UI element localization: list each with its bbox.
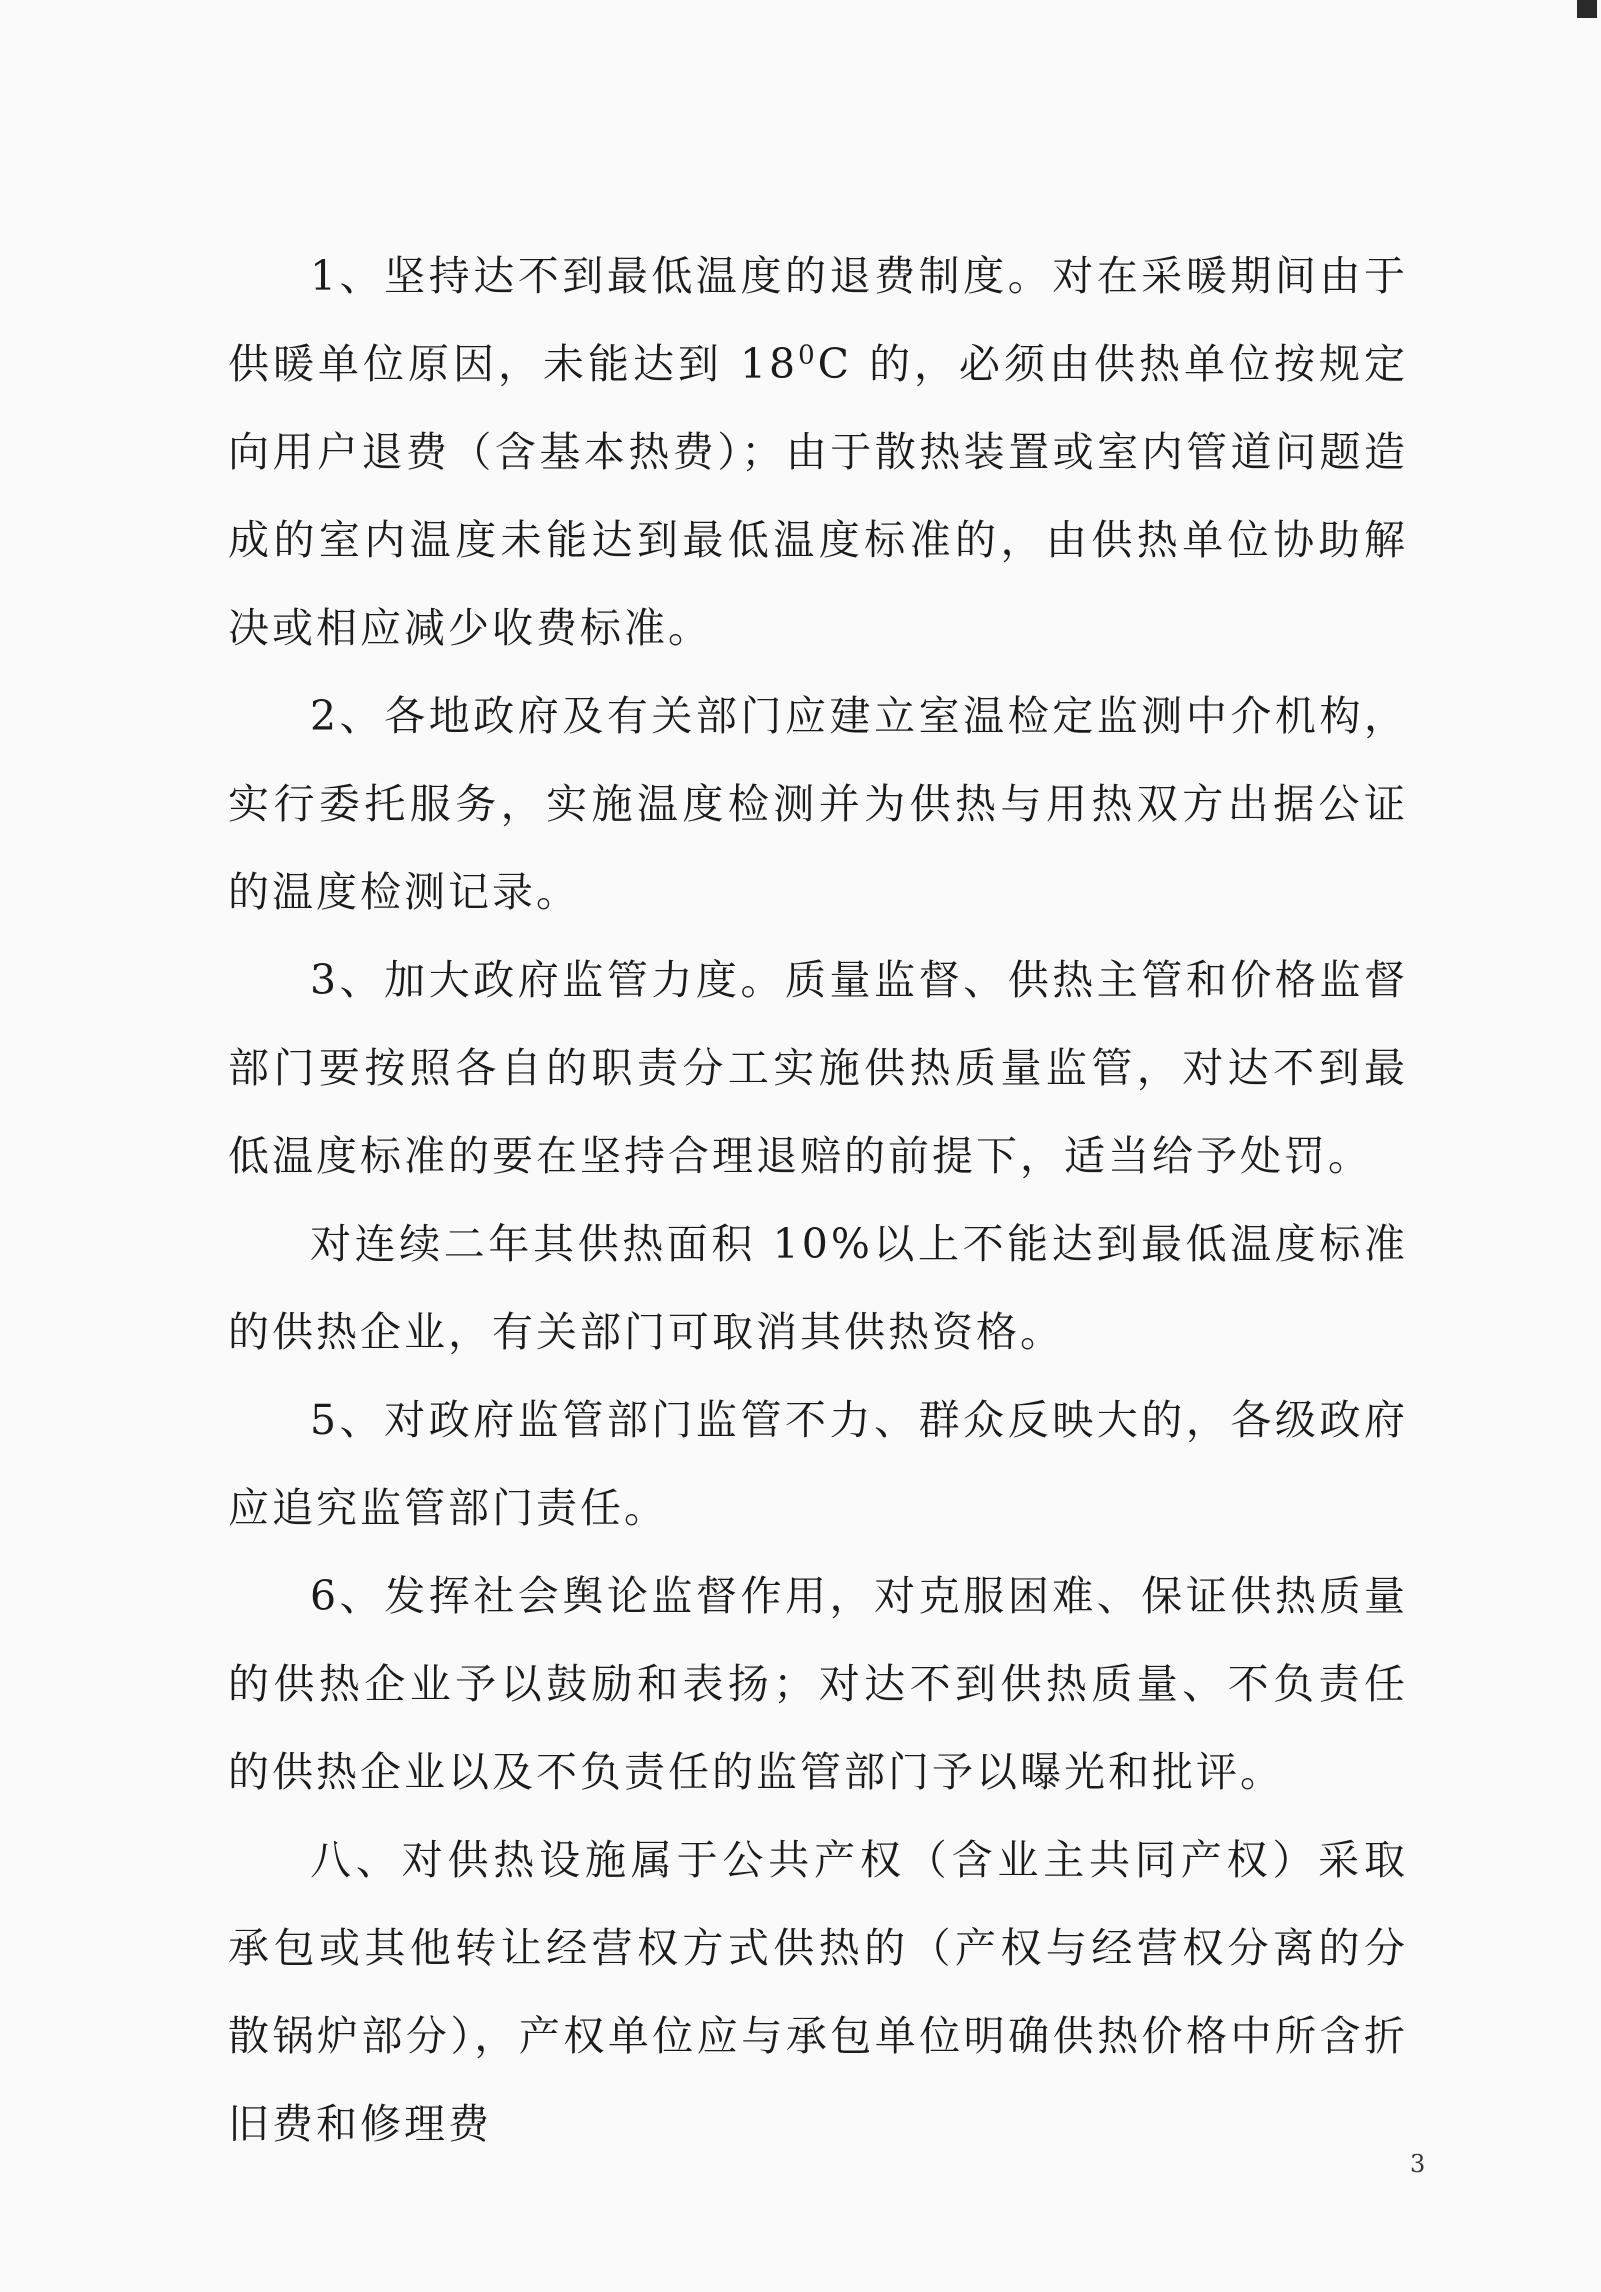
paragraph-7: 八、对供热设施属于公共产权（含业主共同产权）采取承包或其他转让经营权方式供热的（产权与经营权分离的分散锅炉部分），产权单位应与承包单位明确供热价格中所含折旧费和修理费: [228, 1836, 1408, 2148]
paragraph-1: [228, 232, 1408, 672]
degree-superscript: 0: [798, 340, 818, 371]
document-body: [228, 232, 1408, 2168]
page-number: 3: [1410, 2150, 1426, 2178]
paragraph-2: 2、各地政府及有关部门应建立室温检定监测中介机构，实行委托服务，实施温度检测并为供热与用热双方出据公证的温度检测记录。: [228, 692, 1408, 916]
paragraph-1-text-start: 1、坚持达不到最低温度的退费制度。对在采暖期间由于供暖单位原因，未能达到 18: [228, 252, 1408, 388]
paragraph-4: 对连续二年其供热面积 10%以上不能达到最低温度标准的供热企业，有关部门可取消其供热资格。: [228, 1220, 1408, 1356]
paragraph-1-text-end: C 的，必须由供热单位按规定向用户退费（含基本热费）；由于散热装置或室内管道问题造成的室内温度未能达到最低温度标准的，由供热单位协助解决或相应减少收费标准。: [228, 340, 1408, 652]
scan-corner-mark: [1577, 0, 1597, 18]
paragraph-3: 3、加大政府监管力度。质量监督、供热主管和价格监督部门要按照各自的职责分工实施供热质量监管，对达不到最低温度标准的要在坚持合理退赔的前提下，适当给予处罚。: [228, 956, 1408, 1180]
paragraph-6: 6、发挥社会舆论监督作用，对克服困难、保证供热质量的供热企业予以鼓励和表扬；对达不到供热质量、不负责任的供热企业以及不负责任的监管部门予以曝光和批评。: [228, 1572, 1408, 1796]
paragraph-5: 5、对政府监管部门监管不力、群众反映大的，各级政府应追究监管部门责任。: [228, 1396, 1408, 1532]
